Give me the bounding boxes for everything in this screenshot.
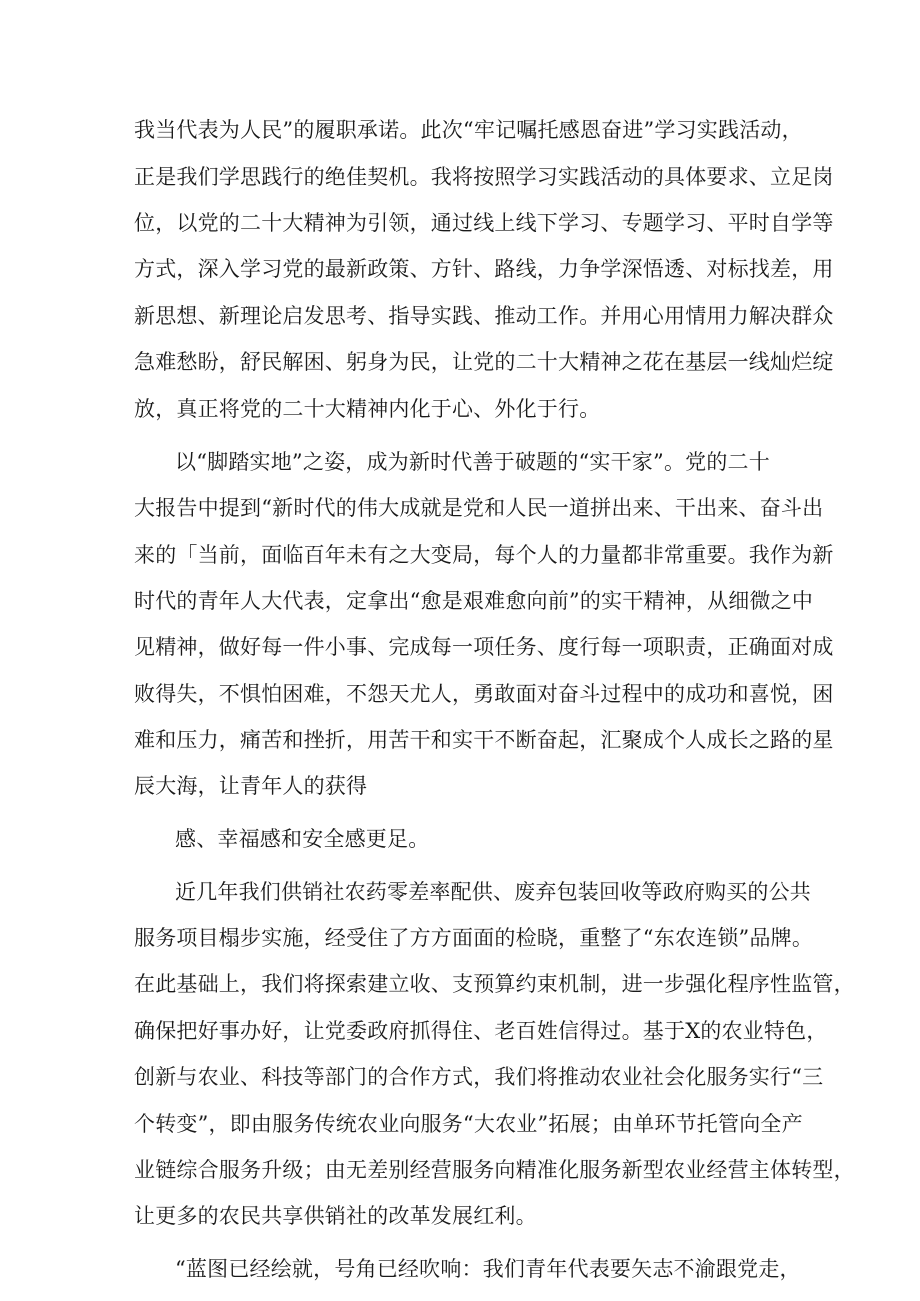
paragraph-start-line: “蓝图已经绘就，号角已经吹响：我们青年代表要矢志不渝跟党走， [175, 1257, 801, 1281]
text-line: 业链综合服务升级；由无差别经营服务向精准化服务新型农业经营主体转型， [134, 1158, 855, 1182]
text-line: 位，以党的二十大精神为引领，通过线上线下学习、专题学习、平时自学等 [134, 211, 834, 235]
text-line: 败得失，不惧怕困难，不怨天尤人，勇敢面对奋斗过程中的成功和喜悦，困 [134, 682, 834, 706]
text-line: 大报告中提到“新时代的伟大成就是党和人民一道拼出来、干出来、奋斗出 [134, 496, 824, 520]
text-line: 确保把好事办好，让党委政府抓得住、老百姓信得过。基于X的农业特色， [134, 1019, 828, 1043]
text-line: 个转变”，即由服务传统农业向服务“大农业”拓展；由单环节托管向全产 [134, 1112, 803, 1136]
paragraph-start-line: 近几年我们供销社农药零差率配供、废弃包装回收等政府购买的公共 [175, 880, 811, 904]
text-line: 服务项目榻步实施，经受住了方方面面的检晓，重整了“东农连锁”品牌。 [134, 926, 814, 950]
text-line: 让更多的农民共享供销社的改革发展红利。 [134, 1204, 537, 1228]
text-line: 在此基础上，我们将探索建立收、支预算约束机制，进一步强化程序性监管， [134, 972, 855, 996]
text-line: 来的「当前，面临百年未有之大变局，每个人的力量都非常重要。我作为新 [134, 543, 834, 567]
text-line: 辰大海，让青年人的获得 [134, 774, 368, 798]
text-line: 我当代表为人民”的履职承诺。此次“牢记嘱托感恩奋进”学习实践活动， [134, 118, 803, 142]
text-line: 难和压力，痛苦和挫折，用苦干和实干不断奋起，汇聚成个人成长之路的星 [134, 728, 834, 752]
text-line: 正是我们学思践行的绝佳契机。我将按照学习实践活动的具体要求、立足岗 [134, 165, 834, 189]
text-line: 见精神，做好每一件小事、完成每一项任务、度行每一项职责，正确面对成 [134, 635, 834, 659]
text-line: 创新与农业、科技等部门的合作方式，我们将推动农业社会化服务实行“三 [134, 1065, 824, 1089]
text-line: 新思想、新理论启发思考、指导实践、推动工作。并用心用情用力解决群众 [134, 304, 834, 328]
paragraph-start-line: 感、幸福感和安全感更足。 [175, 827, 430, 851]
text-line: 方式，深入学习党的最新政策、方针、路线，力争学深悟透、对标找差，用 [134, 257, 834, 281]
text-line: 放，真正将党的二十大精神内化于心、外化于行。 [134, 397, 601, 421]
text-line: 急难愁盼，舒民解困、躬身为民，让党的二十大精神之花在基层一线灿烂绽 [134, 350, 834, 374]
text-line: 时代的青年人大代表，定拿出“愈是艰难愈向前”的实干精神，从细微之中 [134, 589, 814, 613]
paragraph-start-line: 以“脚踏实地”之姿，成为新时代善于破题的“实干家”。党的二十 [175, 450, 770, 474]
